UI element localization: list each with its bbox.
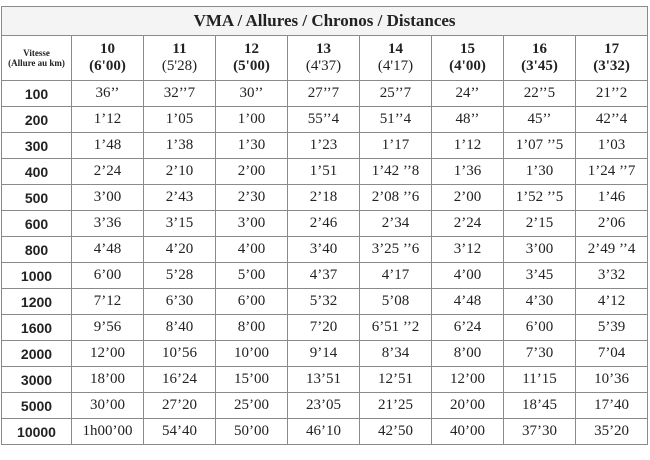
time-cell: 13’51 <box>288 367 360 393</box>
speed-header <box>576 36 648 81</box>
time-cell: 30’’ <box>216 81 288 107</box>
distance-cell: 5000 <box>2 393 72 419</box>
time-cell: 3’15 <box>144 211 216 237</box>
time-cell: 40’00 <box>432 419 504 445</box>
time-cell: 2’00 <box>432 185 504 211</box>
table-row <box>2 107 648 133</box>
vma-value: 13 <box>316 41 331 57</box>
time-cell: 30’00 <box>72 393 144 419</box>
time-cell: 3’32 <box>576 263 648 289</box>
time-cell: 46’10 <box>288 419 360 445</box>
vma-value: 17 <box>604 41 620 57</box>
time-cell: 3’45 <box>504 263 576 289</box>
time-cell: 9’56 <box>72 315 144 341</box>
table-row <box>2 393 648 419</box>
time-cell: 2’15 <box>504 211 576 237</box>
time-cell: 7’12 <box>72 289 144 315</box>
time-cell: 18’45 <box>504 393 576 419</box>
speed-header <box>288 36 360 81</box>
time-cell: 45’’ <box>504 107 576 133</box>
time-cell: 2’49 ’’4 <box>576 237 648 263</box>
distance-cell: 2000 <box>2 341 72 367</box>
time-cell: 48’’ <box>432 107 504 133</box>
time-cell: 21’’2 <box>576 81 648 107</box>
time-cell: 6’00 <box>216 289 288 315</box>
vma-value: 11 <box>172 41 187 57</box>
time-cell: 4’00 <box>432 263 504 289</box>
table-row <box>2 289 648 315</box>
time-cell: 6’30 <box>144 289 216 315</box>
time-cell: 8’00 <box>432 341 504 367</box>
time-cell: 2’18 <box>288 185 360 211</box>
time-cell: 3’00 <box>216 211 288 237</box>
time-cell: 5’00 <box>216 263 288 289</box>
time-cell: 6’00 <box>72 263 144 289</box>
table-row <box>2 237 648 263</box>
vma-pace-table <box>1 6 648 445</box>
time-cell: 35’20 <box>576 419 648 445</box>
time-cell: 50’00 <box>216 419 288 445</box>
time-cell: 2’00 <box>216 159 288 185</box>
distance-cell: 3000 <box>2 367 72 393</box>
time-cell: 1’30 <box>216 133 288 159</box>
time-cell: 42’’4 <box>576 107 648 133</box>
time-cell: 5’32 <box>288 289 360 315</box>
time-cell: 4’20 <box>144 237 216 263</box>
table-row <box>2 341 648 367</box>
speed-header <box>72 36 144 81</box>
time-cell: 4’17 <box>360 263 432 289</box>
time-cell: 4’00 <box>216 237 288 263</box>
distance-cell: 1200 <box>2 289 72 315</box>
table-row <box>2 185 648 211</box>
table-row <box>2 315 648 341</box>
vma-value: 15 <box>460 41 475 57</box>
time-cell: 25’00 <box>216 393 288 419</box>
time-cell: 4’48 <box>72 237 144 263</box>
time-cell: 8’34 <box>360 341 432 367</box>
time-cell: 8’00 <box>216 315 288 341</box>
time-cell: 24’’ <box>432 81 504 107</box>
time-cell: 6’00 <box>504 315 576 341</box>
time-cell: 1’23 <box>288 133 360 159</box>
time-cell: 16’24 <box>144 367 216 393</box>
time-cell: 11’15 <box>504 367 576 393</box>
time-cell: 1’00 <box>216 107 288 133</box>
pace-value: (4'00) <box>449 58 486 74</box>
time-cell: 1’17 <box>360 133 432 159</box>
pace-value: (3'45) <box>521 58 558 74</box>
time-cell: 9’14 <box>288 341 360 367</box>
time-cell: 12’51 <box>360 367 432 393</box>
time-cell: 25’’7 <box>360 81 432 107</box>
pace-value: (5'28) <box>161 58 198 74</box>
time-cell: 4’30 <box>504 289 576 315</box>
time-cell: 1’24 ’’7 <box>576 159 648 185</box>
time-cell: 2’34 <box>360 211 432 237</box>
distance-cell: 500 <box>2 185 72 211</box>
time-cell: 1’52 ’’5 <box>504 185 576 211</box>
time-cell: 6’51 ’’2 <box>360 315 432 341</box>
time-cell: 1’51 <box>288 159 360 185</box>
time-cell: 4’12 <box>576 289 648 315</box>
table-row <box>2 211 648 237</box>
corner-header <box>2 36 72 81</box>
time-cell: 37’30 <box>504 419 576 445</box>
time-cell: 1’03 <box>576 133 648 159</box>
time-cell: 12’00 <box>72 341 144 367</box>
distance-cell: 300 <box>2 133 72 159</box>
time-cell: 2’30 <box>216 185 288 211</box>
time-cell: 4’37 <box>288 263 360 289</box>
time-cell: 7’04 <box>576 341 648 367</box>
table-title: VMA / Allures / Chronos / Distances <box>2 7 648 36</box>
time-cell: 8’40 <box>144 315 216 341</box>
pace-value: (4'37) <box>305 58 342 74</box>
distance-cell: 400 <box>2 159 72 185</box>
distance-cell: 200 <box>2 107 72 133</box>
time-cell: 3’00 <box>504 237 576 263</box>
table-row <box>2 81 648 107</box>
time-cell: 18’00 <box>72 367 144 393</box>
time-cell: 3’12 <box>432 237 504 263</box>
header-row <box>2 36 648 81</box>
vma-value: 12 <box>244 41 259 57</box>
distance-cell: 1000 <box>2 263 72 289</box>
time-cell: 17’40 <box>576 393 648 419</box>
time-cell: 12’00 <box>432 367 504 393</box>
speed-header <box>144 36 216 81</box>
distance-cell: 1600 <box>2 315 72 341</box>
time-cell: 1’36 <box>432 159 504 185</box>
speed-header <box>432 36 504 81</box>
time-cell: 1’12 <box>432 133 504 159</box>
table-row <box>2 263 648 289</box>
table-row <box>2 367 648 393</box>
time-cell: 3’40 <box>288 237 360 263</box>
time-cell: 3’25 ’’6 <box>360 237 432 263</box>
time-cell: 22’’5 <box>504 81 576 107</box>
vma-table-container <box>1 6 648 445</box>
distance-cell: 100 <box>2 81 72 107</box>
title-row <box>2 7 648 36</box>
speed-header <box>216 36 288 81</box>
time-cell: 23’05 <box>288 393 360 419</box>
time-cell: 7’20 <box>288 315 360 341</box>
pace-value: (3'32) <box>593 58 630 74</box>
time-cell: 2’10 <box>144 159 216 185</box>
time-cell: 54’40 <box>144 419 216 445</box>
time-cell: 4’48 <box>432 289 504 315</box>
time-cell: 10’36 <box>576 367 648 393</box>
time-cell: 5’28 <box>144 263 216 289</box>
pace-value: (4'17) <box>377 58 414 74</box>
time-cell: 36’’ <box>72 81 144 107</box>
distance-cell: 10000 <box>2 419 72 445</box>
corner-speed-label: Vitesse <box>23 48 50 58</box>
time-cell: 5’08 <box>360 289 432 315</box>
time-cell: 1’38 <box>144 133 216 159</box>
time-cell: 1h00’00 <box>72 419 144 445</box>
time-cell: 21’25 <box>360 393 432 419</box>
time-cell: 2’24 <box>432 211 504 237</box>
time-cell: 2’43 <box>144 185 216 211</box>
corner-pace-label: (Allure au km) <box>8 58 65 68</box>
time-cell: 2’24 <box>72 159 144 185</box>
distance-cell: 800 <box>2 237 72 263</box>
time-cell: 3’36 <box>72 211 144 237</box>
time-cell: 1’30 <box>504 159 576 185</box>
time-cell: 27’’7 <box>288 81 360 107</box>
time-cell: 1’05 <box>144 107 216 133</box>
table-body <box>2 81 648 445</box>
time-cell: 6’24 <box>432 315 504 341</box>
time-cell: 2’46 <box>288 211 360 237</box>
time-cell: 1’42 ’’8 <box>360 159 432 185</box>
table-row <box>2 159 648 185</box>
speed-header <box>360 36 432 81</box>
time-cell: 1’07 ’’5 <box>504 133 576 159</box>
time-cell: 27’20 <box>144 393 216 419</box>
time-cell: 2’06 <box>576 211 648 237</box>
distance-cell: 600 <box>2 211 72 237</box>
time-cell: 2’08 ’’6 <box>360 185 432 211</box>
time-cell: 10’56 <box>144 341 216 367</box>
time-cell: 5’39 <box>576 315 648 341</box>
vma-value: 16 <box>532 41 547 57</box>
time-cell: 1’12 <box>72 107 144 133</box>
time-cell: 51’’4 <box>360 107 432 133</box>
vma-value: 14 <box>388 41 403 57</box>
time-cell: 55’’4 <box>288 107 360 133</box>
pace-value: (5'00) <box>233 58 270 74</box>
time-cell: 1’48 <box>72 133 144 159</box>
time-cell: 20’00 <box>432 393 504 419</box>
time-cell: 42’50 <box>360 419 432 445</box>
time-cell: 10’00 <box>216 341 288 367</box>
time-cell: 15’00 <box>216 367 288 393</box>
table-row <box>2 419 648 445</box>
pace-value: (6'00) <box>89 58 126 74</box>
vma-value: 10 <box>100 41 115 57</box>
time-cell: 1’46 <box>576 185 648 211</box>
time-cell: 32’’7 <box>144 81 216 107</box>
table-row <box>2 133 648 159</box>
speed-header <box>504 36 576 81</box>
time-cell: 7’30 <box>504 341 576 367</box>
time-cell: 3’00 <box>72 185 144 211</box>
